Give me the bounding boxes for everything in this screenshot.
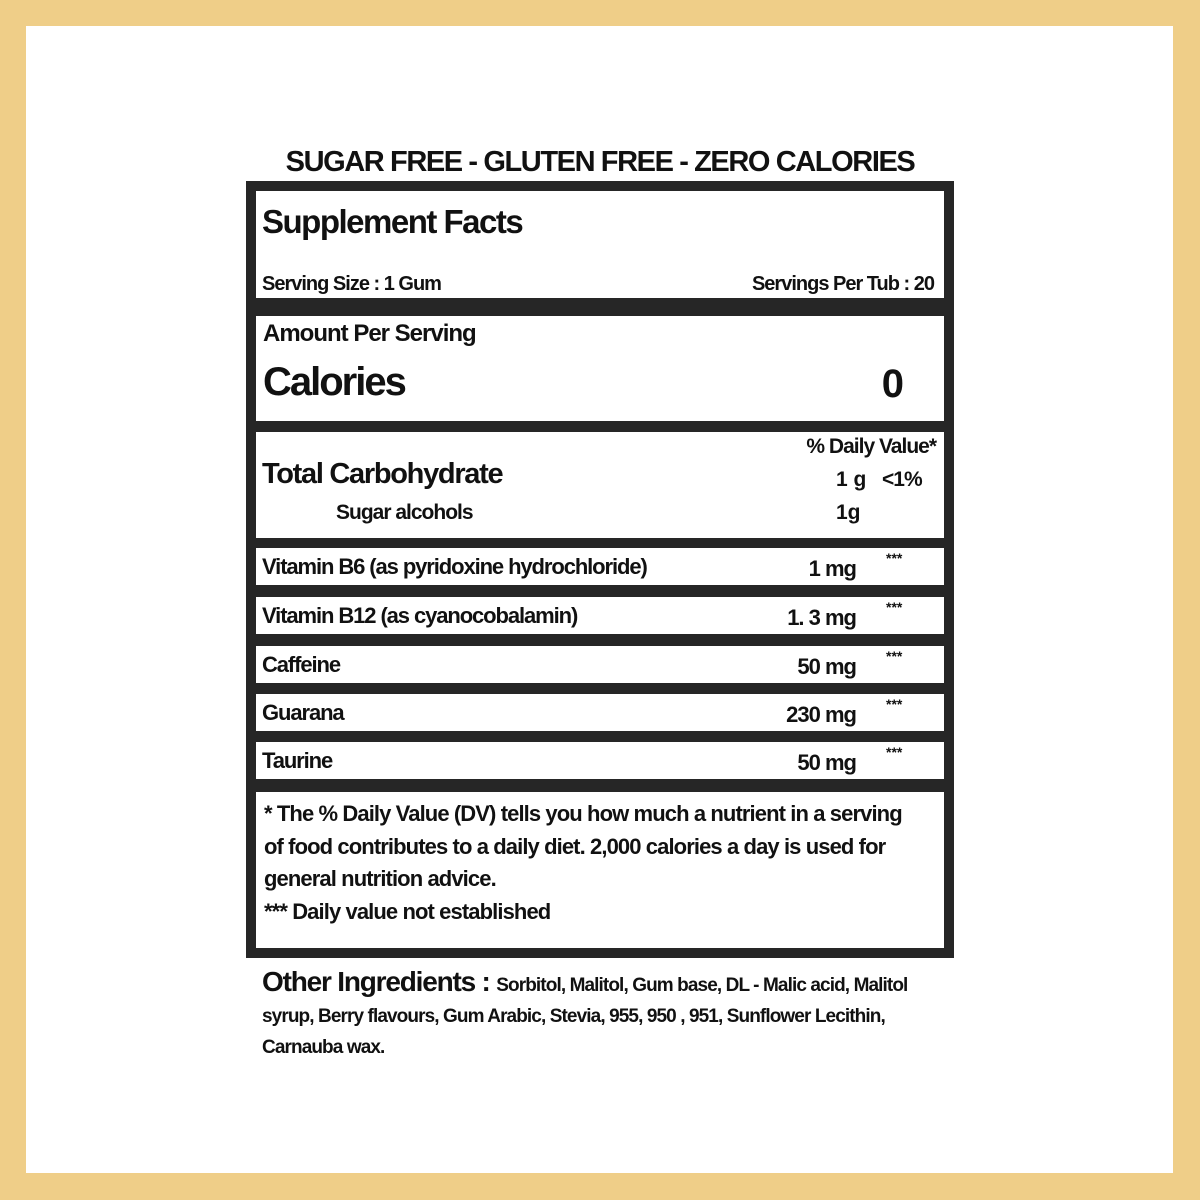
- nutrient-name: Vitamin B6 (as pyridoxine hydrochloride): [262, 554, 647, 579]
- footnote-section: [256, 792, 944, 948]
- not-established-footnote: *** Daily value not established: [264, 898, 551, 924]
- nutrient-name: Guarana: [262, 700, 344, 725]
- nutrient-name: Caffeine: [262, 652, 340, 677]
- daily-value-header: % Daily Value*: [806, 435, 936, 458]
- carbohydrate-amount: 1 g: [836, 468, 867, 491]
- panel-title: Supplement Facts: [262, 203, 523, 240]
- nutrient-daily-value: ***: [886, 550, 903, 566]
- sugar-alcohols-label: Sugar alcohols: [336, 501, 473, 524]
- nutrient-daily-value: ***: [886, 648, 903, 664]
- other-ingredients-label: Other Ingredients :: [262, 966, 497, 997]
- nutrient-name: Taurine: [262, 748, 333, 773]
- nutrient-daily-value: ***: [886, 696, 903, 712]
- nutrient-name: Vitamin B12 (as cyanocobalamin): [262, 603, 578, 628]
- carbohydrate-label: Total Carbohydrate: [262, 458, 503, 490]
- sugar-alcohols-amount: 1g: [836, 501, 861, 524]
- nutrient-row: [256, 548, 944, 585]
- nutrient-row: [256, 597, 944, 634]
- calories-section: [256, 316, 944, 421]
- header-section: [256, 191, 944, 298]
- other-ingredients: [262, 966, 942, 1063]
- calories-label: Calories: [263, 360, 405, 404]
- nutrient-daily-value: ***: [886, 599, 903, 615]
- carbohydrate-section: [256, 432, 944, 538]
- carbohydrate-daily-value: <1%: [882, 468, 922, 491]
- nutrient-daily-value: ***: [886, 744, 903, 760]
- nutrient-amount: 50 mg: [797, 654, 856, 679]
- supplement-facts-panel: [246, 181, 954, 958]
- servings-per-container: Servings Per Tub : 20: [751, 273, 934, 295]
- nutrient-amount: 1. 3 mg: [787, 605, 856, 630]
- footnote-text: [264, 798, 914, 928]
- serving-size: Serving Size : 1 Gum: [262, 273, 441, 295]
- nutrient-row: [256, 742, 944, 779]
- other-ingredients-list: Sorbitol, Malitol, Gum base, DL - Malic acid, Malitol syrup, Berry flavours, Gum Arabic, Stevia, 955, 950 , 951, Sunflower Lecithin, Carnauba wax.: [262, 975, 908, 1058]
- tagline: SUGAR FREE - GLUTEN FREE - ZERO CALORIES: [285, 146, 915, 178]
- amount-per-serving-label: Amount Per Serving: [263, 320, 476, 347]
- calories-value: 0: [881, 362, 904, 406]
- nutrient-row: [256, 694, 944, 731]
- nutrient-row: [256, 646, 944, 683]
- nutrient-amount: 230 mg: [786, 702, 856, 727]
- nutrient-amount: 1 mg: [808, 556, 856, 581]
- nutrient-amount: 50 mg: [797, 750, 856, 775]
- daily-value-footnote: * The % Daily Value (DV) tells you how much a nutrient in a serving of food contributes to a daily diet. 2,000 calories a day is used for general nutrition advice.: [264, 801, 902, 891]
